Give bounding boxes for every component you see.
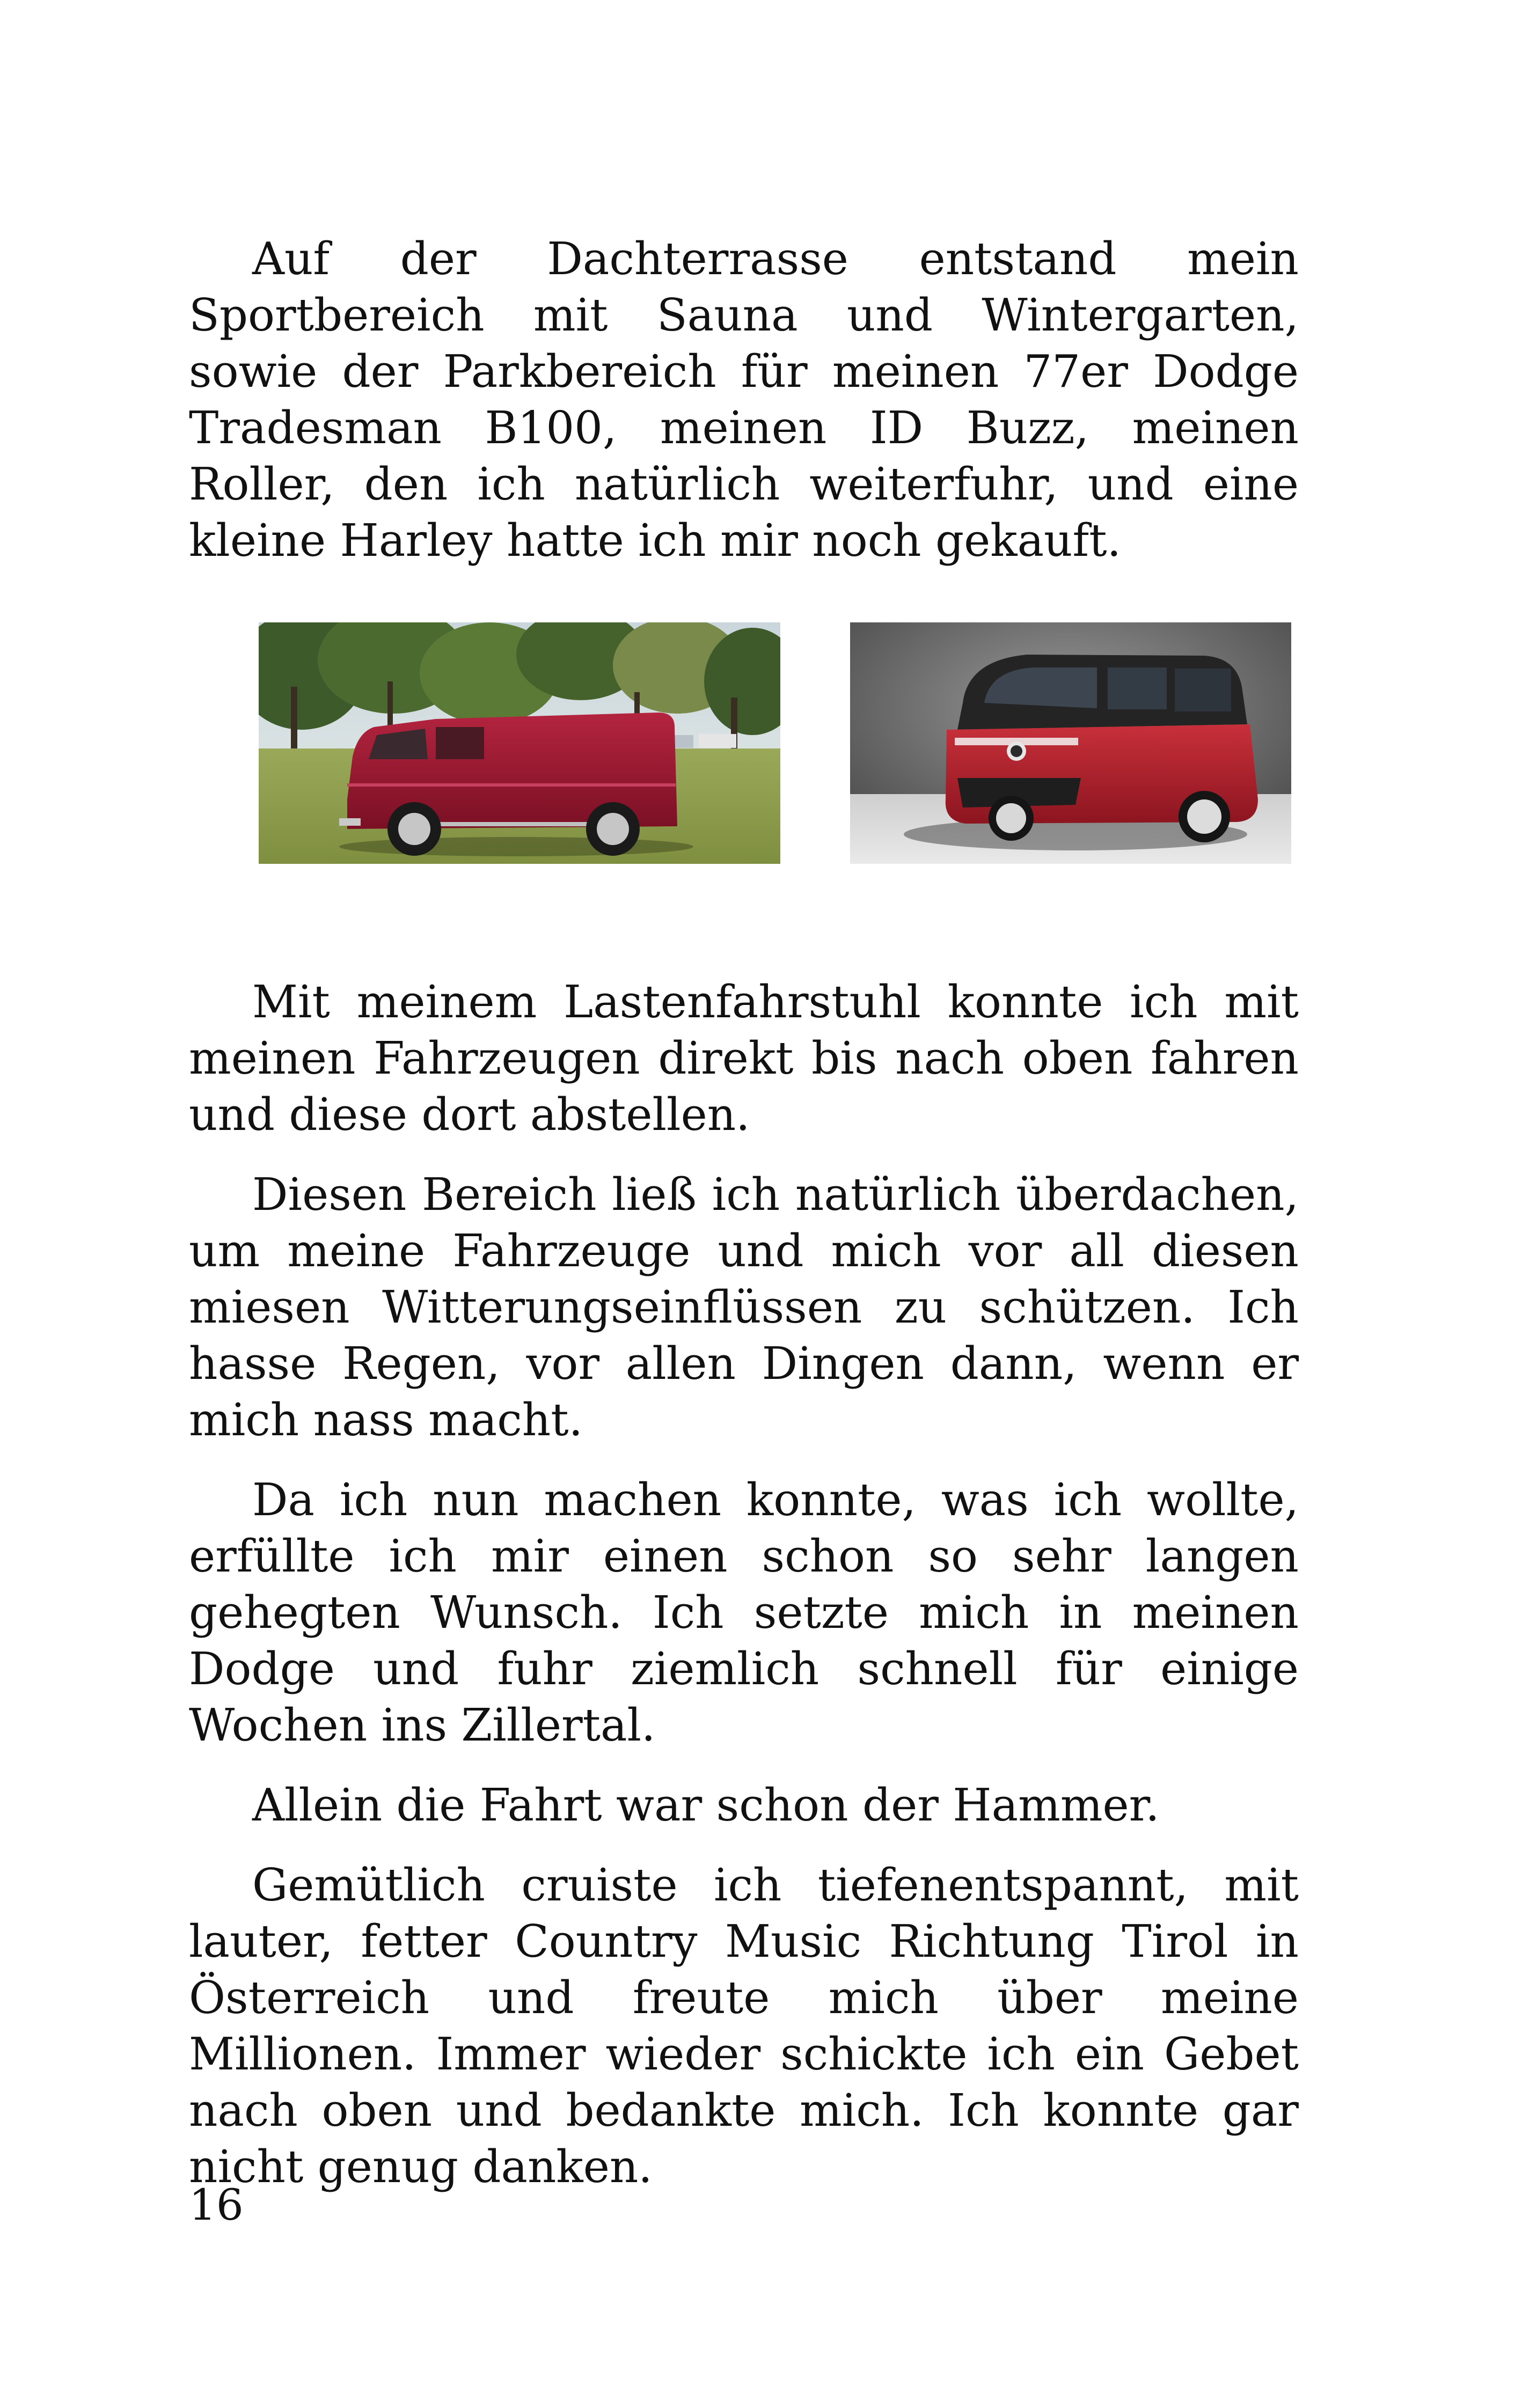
paragraph: Auf der Dachterrasse entstand mein Sportbereich mit Sauna und Wintergarten, sowie der Parkbereich für meinen 77er Dodge Tradesman B100, meinen ID Buzz, meinen Roller, den ich natürlich weiterfuhr, und eine kleine Harley hatte ich mir noch gekauft. <box>189 233 1299 567</box>
text-block-bottom <box>189 974 1299 2195</box>
vw-id-buzz-photo <box>850 622 1291 864</box>
paragraph: Diesen Bereich ließ ich natürlich überdachen, um meine Fahrzeuge und mich vor all diesen miesen Witterungseinflüssen zu schützen. Ich hasse Regen, vor allen Dingen dann, wenn er mich nass macht. <box>189 1169 1299 1446</box>
paragraph: Gemütlich cruiste ich tiefenentspannt, mit lauter, fetter Country Music Richtung Tirol in Österreich und freute mich über meine Millionen. Immer wieder schickte ich ein Gebet nach oben und bedankte mich. Ich konnte gar nicht genug danken. <box>189 1859 1299 2193</box>
paragraph: Da ich nun machen konnte, was ich wollte, erfüllte ich mir einen schon so sehr langen gehegten Wunsch. Ich setzte mich in meinen Dodge und fuhr ziemlich schnell für einige Wochen ins Zillertal. <box>189 1474 1299 1751</box>
vw-id-buzz-illustration <box>850 622 1291 864</box>
paragraph: Allein die Fahrt war schon der Hammer. <box>252 1779 1160 1831</box>
text-block-top <box>189 231 1299 569</box>
paragraph: Mit meinem Lastenfahrstuhl konnte ich mit meinen Fahrzeugen direkt bis nach oben fahren und diese dort abstellen. <box>189 976 1299 1141</box>
dodge-van-illustration <box>259 622 780 864</box>
dodge-van-photo <box>259 622 780 864</box>
page-number: 16 <box>189 2180 244 2230</box>
